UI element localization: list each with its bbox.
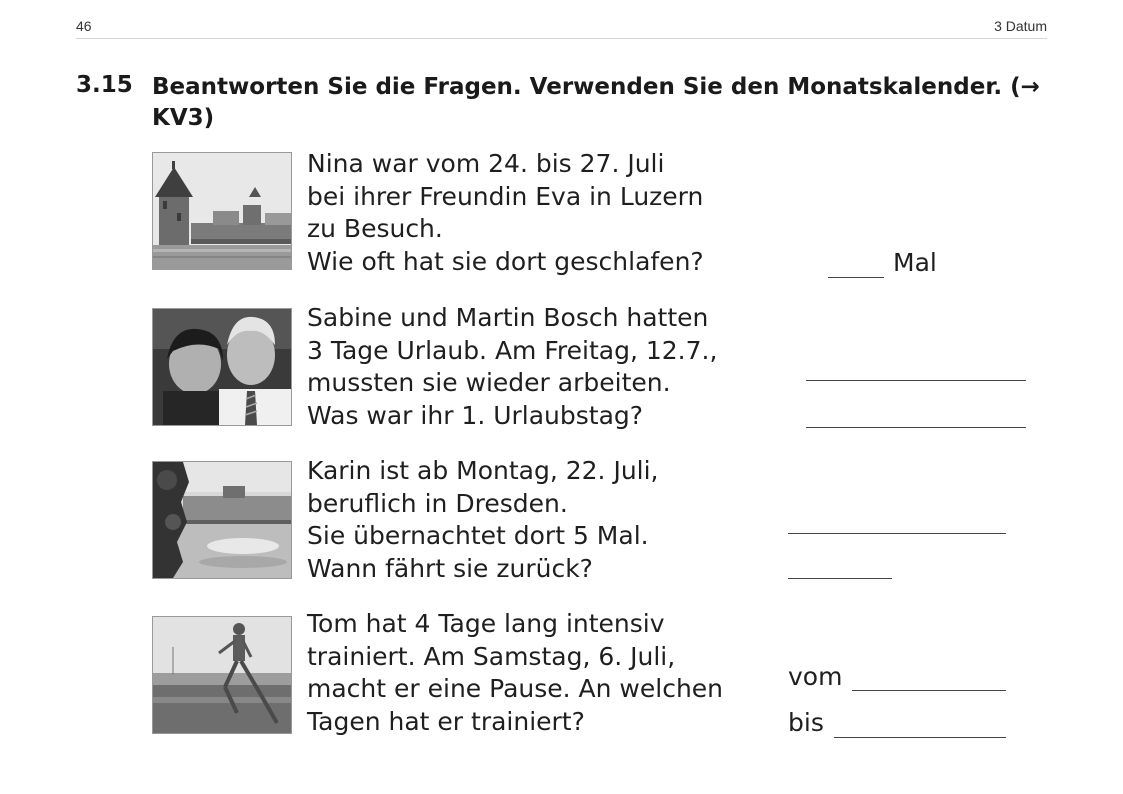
question-1-text [307, 148, 777, 278]
question-line: trainiert. Am Samstag, 6. Juli, [307, 641, 676, 671]
answer-blank-1[interactable] [828, 277, 884, 278]
question-line: beruflich in Dresden. [307, 488, 568, 518]
question-line: Sie übernachtet dort 5 Mal. [307, 521, 649, 550]
task-title: Beantworten Sie die Fragen. Verwenden Sie den Monatskalender. (→ KV3) [152, 74, 1040, 131]
question-line: Tagen hat er trainiert? [307, 706, 585, 736]
task-number: 3.15 [76, 72, 133, 98]
answer-blank-2a[interactable] [806, 380, 1026, 381]
page-number: 46 [76, 18, 92, 34]
page-header [76, 14, 1047, 39]
runner-photo [152, 616, 292, 734]
answer-label-vom: vom [788, 662, 843, 691]
question-line: Nina war vom 24. bis 27. Juli [307, 149, 665, 178]
question-line: Sabine und Martin Bosch hatten [307, 303, 709, 332]
answer-blank-4-from[interactable] [852, 690, 1006, 691]
answer-blank-4-to[interactable] [834, 737, 1006, 738]
question-line: 3 Tage Urlaub. Am Freitag, 12.7., [307, 335, 718, 365]
chapter-title: 3 Datum [994, 18, 1047, 34]
dresden-zwinger-photo [152, 461, 292, 579]
question-line: zu Besuch. [307, 214, 443, 243]
question-line: Was war ihr 1. Urlaubstag? [307, 400, 644, 430]
luzern-tower-photo [152, 152, 292, 270]
answer-blank-3b[interactable] [788, 578, 892, 579]
question-4-text [307, 608, 777, 738]
question-line: Wie oft hat sie dort geschlafen? [307, 246, 704, 276]
question-line: Wann fährt sie zurück? [307, 553, 593, 583]
question-line: macht er eine Pause. An welchen [307, 674, 724, 703]
answer-blank-2b[interactable] [806, 427, 1026, 428]
question-line: mussten sie wieder arbeiten. [307, 368, 671, 397]
answer-label-bis: bis [788, 708, 824, 737]
question-line: Karin ist ab Montag, 22. Juli, [307, 456, 659, 485]
question-2-text [307, 302, 777, 432]
question-3-text [307, 455, 777, 585]
question-line: bei ihrer Freundin Eva in Luzern [307, 181, 704, 211]
answer-blank-3a[interactable] [788, 533, 1006, 534]
answer-suffix-mal: Mal [893, 248, 937, 277]
couple-portrait-photo [152, 308, 292, 426]
question-line: Tom hat 4 Tage lang intensiv [307, 609, 665, 638]
